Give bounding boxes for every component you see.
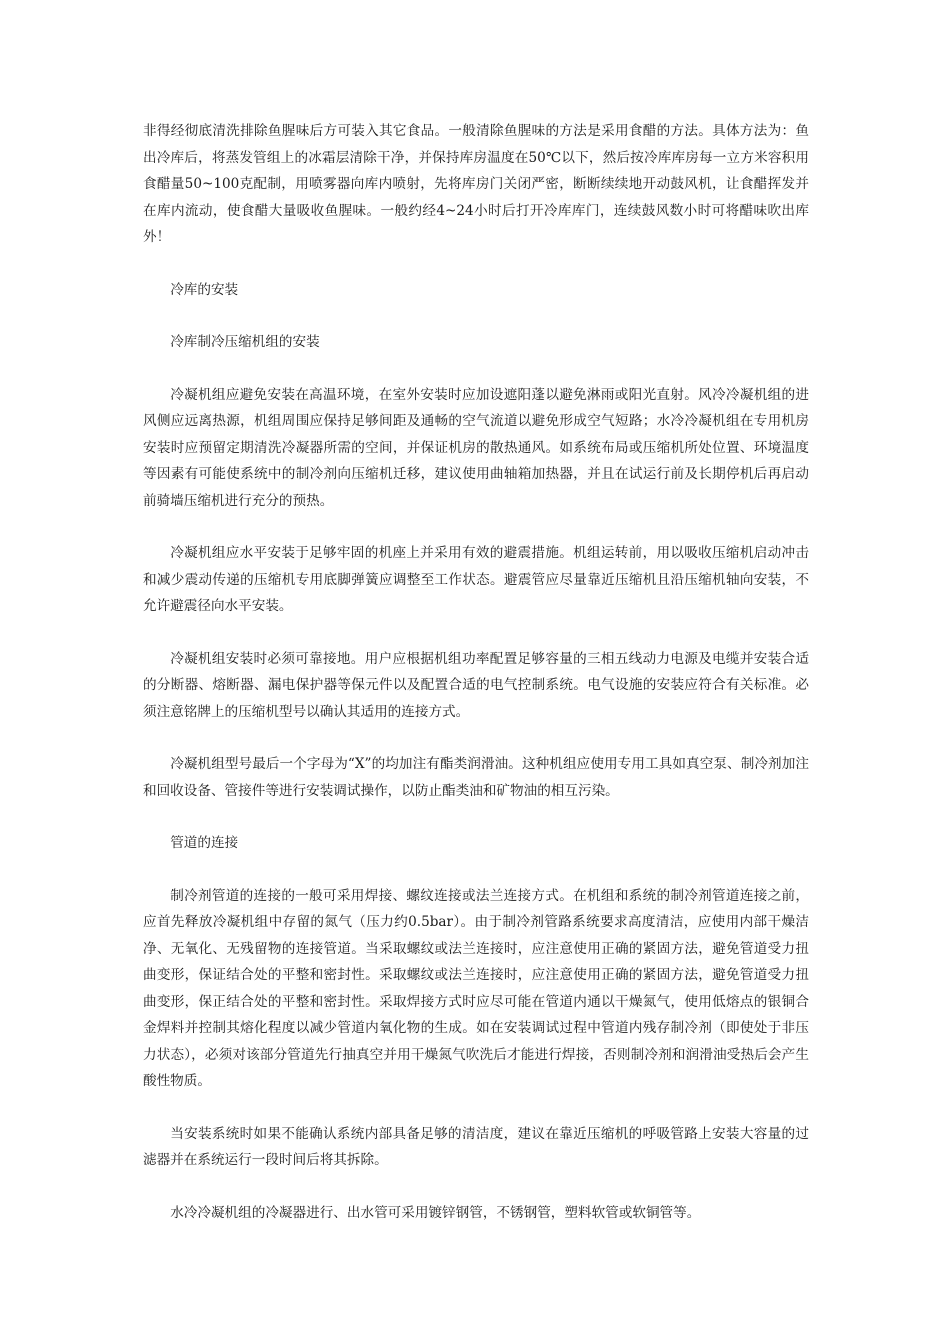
document-body	[143, 118, 809, 1252]
section-heading-pipe-connection: 管道的连接	[170, 835, 239, 851]
subsection-heading-compressor-unit-installation: 冷库制冷压缩机组的安装	[170, 334, 320, 350]
paragraph-condensing-unit-location: 冷凝机组应避免安装在高温环境，在室外安装时应加设遮阳蓬以避免淋雨或阳光直射。风冷冷凝机组的进风侧应远离热源，机组周围应保持足够间距及通畅的空气流道以避免形成空气短路；水冷冷凝机组在专用机房安装时应预留定期清洗冷凝器所需的空间，并保证机房的散热通风。如系统布局或压缩机所处位置、环境温度等因素有可能使系统中的制冷剂向压缩机迁移，建议使用曲轴箱加热器，并且在试运行前及长期停机后再启动前骑墙压缩机进行充分的预热。	[143, 386, 809, 509]
paragraph-grounding: 冷凝机组安装时必须可靠接地。用户应根据机组功率配置足够容量的三相五线动力电源及电缆并安装合适的分断器、熔断器、漏电保护器等保元件以及配置合适的电气控制系统。电气设施的安装应符合有关标准。必须注意铭牌上的压缩机型号以确认其适用的连接方式。	[143, 650, 809, 720]
section-heading-cold-storage-installation: 冷库的安装	[170, 281, 239, 298]
paragraph-level-mounting: 冷凝机组应水平安装于足够牢固的机座上并采用有效的避震措施。机组运转前，用以吸收压缩机启动冲击和减少震动传递的压缩机专用底脚弹簧应调整至工作状态。避震管应尽量靠近压缩机且沿压缩机轴向安装，不允许避震径向水平安装。	[143, 545, 809, 614]
paragraph-ester-oil: 冷凝机组型号最后一个字母为“X”的均加注有酯类润滑油。这种机组应使用专用工具如真空泵、制冷剂加注和回收设备、管接件等进行安装调试操作，以防止酯类油和矿物油的相互污染。	[143, 756, 809, 799]
paragraph-pipe-joining-methods: 制冷剂管道的连接的一般可采用焊接、螺纹连接或法兰连接方式。在机组和系统的制冷剂管道连接之前，应首先释放冷凝机组中存留的氮气（压力约0.5bar）。由于制冷剂管路系统要求高度清洁，应使用内部干燥洁净、无氧化、无残留物的连接管道。当采取螺纹或法兰连接时，应注意使用正确的紧固方法，避免管道受力扭曲变形，保证结合处的平整和密封性。采取螺纹或法兰连接时，应注意使用正确的紧固方法，避免管道受力扭曲变形，保正结合处的平整和密封性。采取焊接方式时应尽可能在管道内通以干燥氮气，使用低熔点的银铜合金焊料并控制其熔化程度以减少管道内氧化物的生成。如在安装调试过程中管道内残存制冷剂（即使处于非压力状态），必须对该部分管道先行抽真空并用干燥氮气吹洗后才能进行焊接，否则制冷剂和润滑油受热后会产生酸性物质。	[143, 887, 809, 1089]
paragraph-fish-odor-removal: 非得经彻底清洗排除鱼腥味后方可装入其它食品。一般清除鱼腥味的方法是采用食醋的方法。具体方法为：鱼出冷库后，将蒸发管组上的冰霜层清除干净，并保持库房温度在50℃以下，然后按冷库库房每一立方米容积用食醋量50~100克配制，用喷雾器向库内喷射，先将库房门关闭严密，断断续续地开动鼓风机，让食醋挥发并在库内流动，使食醋大量吸收鱼腥味。一般约经4~24小时后打开冷库库门，连续鼓风数小时可将醋味吹出库外！	[143, 123, 809, 245]
paragraph-water-pipes: 水冷冷凝机组的冷凝器进行、出水管可采用镀锌钢管，不锈钢管，塑料软管或软铜管等。	[170, 1204, 701, 1221]
paragraph-filter-installation: 当安装系统时如果不能确认系统内部具备足够的清洁度，建议在靠近压缩机的呼吸管路上安装大容量的过滤器并在系统运行一段时间后将其拆除。	[143, 1125, 809, 1168]
